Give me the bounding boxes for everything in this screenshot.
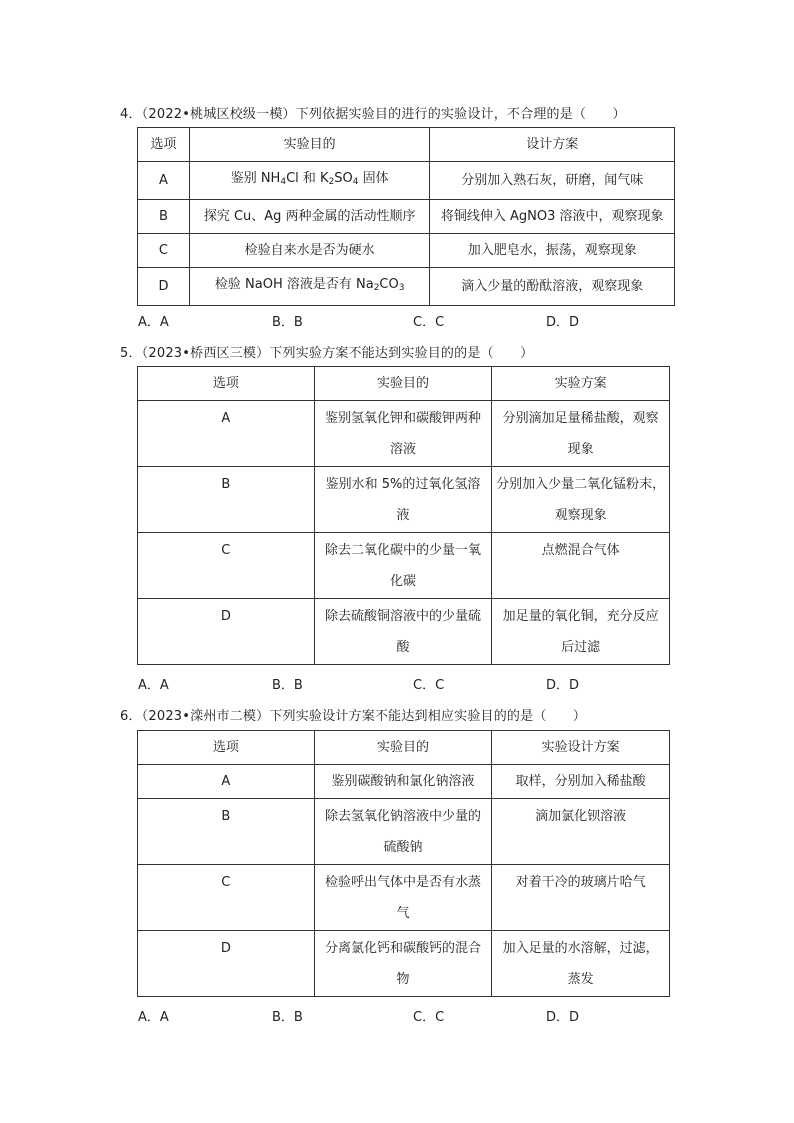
aim-cell: 检验 NaOH 溶液是否有 $Na_2CO_3$	[189, 268, 430, 306]
table-row	[138, 162, 675, 200]
choice-d[interactable]: D．D	[546, 678, 580, 693]
option-cell: B	[138, 799, 315, 865]
plan-cell: 分别滴加足量稀盐酸，观察 现象	[492, 401, 670, 467]
aim-cell: 鉴别碳酸钠和氯化钠溶液	[314, 765, 492, 799]
aim-cell: 鉴别氢氧化钾和碳酸钾两种 溶液	[314, 401, 492, 467]
question-4-table	[137, 127, 675, 306]
aim-cell: 除去二氧化碳中的少量一氧 化碳	[314, 533, 492, 599]
plan-cell: 点燃混合气体	[492, 533, 670, 599]
question-6-title: 6．（2023•滦州市二模）下列实验设计方案不能达到相应实验目的的是（ ）	[120, 709, 587, 724]
option-cell: D	[138, 599, 315, 665]
table-header-row	[138, 367, 670, 401]
option-cell: A	[138, 401, 315, 467]
header-option: 选项	[138, 731, 315, 765]
aim-cell: 探究 Cu、Ag 两种金属的活动性顺序	[189, 200, 430, 234]
choice-b[interactable]: B．B	[272, 315, 303, 330]
choice-a[interactable]: A．A	[138, 678, 169, 693]
table-row	[138, 799, 670, 865]
option-cell: D	[138, 931, 315, 997]
aim-cell: 除去硫酸铜溶液中的少量硫 酸	[314, 599, 492, 665]
option-cell: A	[138, 162, 190, 200]
aim-cell: 检验自来水是否为硬水	[189, 234, 430, 268]
option-cell: D	[138, 268, 190, 306]
option-cell: B	[138, 200, 190, 234]
table-row	[138, 200, 675, 234]
plan-cell: 加入足量的水溶解，过滤， 蒸发	[492, 931, 670, 997]
header-aim: 实验目的	[314, 731, 492, 765]
table-header-row	[138, 731, 670, 765]
aim-cell: 鉴别水和 5%的过氧化氢溶 液	[314, 467, 492, 533]
aim-cell: 除去氢氧化钠溶液中少量的 硫酸钠	[314, 799, 492, 865]
choice-c[interactable]: C．C	[413, 315, 445, 330]
header-aim: 实验目的	[314, 367, 492, 401]
header-option: 选项	[138, 367, 315, 401]
plan-cell: 加入肥皂水，振荡，观察现象	[430, 234, 675, 268]
question-5-title: 5．（2023•桥西区三模）下列实验方案不能达到实验目的的是（ ）	[120, 346, 534, 361]
plan-cell: 滴入少量的酚酞溶液，观察现象	[430, 268, 675, 306]
option-cell: A	[138, 765, 315, 799]
header-aim: 实验目的	[189, 128, 430, 162]
table-header-row	[138, 128, 675, 162]
table-row	[138, 268, 675, 306]
table-row	[138, 234, 675, 268]
table-row	[138, 599, 670, 665]
header-plan: 设计方案	[430, 128, 675, 162]
plan-cell: 将铜线伸入 AgNO3 溶液中，观察现象	[430, 200, 675, 234]
choice-c[interactable]: C．C	[413, 1010, 445, 1025]
header-plan: 实验方案	[492, 367, 670, 401]
option-cell: C	[138, 234, 190, 268]
header-option: 选项	[138, 128, 190, 162]
plan-cell: 对着干冷的玻璃片哈气	[492, 865, 670, 931]
aim-cell: 鉴别 $NH_4Cl$ 和 $K_2SO_4$ 固体	[189, 162, 430, 200]
aim-cell: 分离氯化钙和碳酸钙的混合 物	[314, 931, 492, 997]
choice-c[interactable]: C．C	[413, 678, 445, 693]
choice-a[interactable]: A．A	[138, 315, 169, 330]
aim-cell: 检验呼出气体中是否有水蒸 气	[314, 865, 492, 931]
question-4-title: 4．（2022•桃城区校级一模）下列依据实验目的进行的实验设计，不合理的是（ ）	[120, 107, 626, 122]
table-row	[138, 865, 670, 931]
choice-a[interactable]: A．A	[138, 1010, 169, 1025]
question-6-table	[137, 730, 670, 997]
table-row	[138, 533, 670, 599]
table-row	[138, 931, 670, 997]
header-plan: 实验设计方案	[492, 731, 670, 765]
table-row	[138, 467, 670, 533]
plan-cell: 加足量的氧化铜，充分反应 后过滤	[492, 599, 670, 665]
question-5-table	[137, 366, 670, 665]
plan-cell: 取样，分别加入稀盐酸	[492, 765, 670, 799]
plan-cell: 分别加入少量二氧化锰粉末， 观察现象	[492, 467, 670, 533]
plan-cell: 滴加氯化钡溶液	[492, 799, 670, 865]
option-cell: C	[138, 865, 315, 931]
choice-d[interactable]: D．D	[546, 315, 580, 330]
option-cell: B	[138, 467, 315, 533]
option-cell: C	[138, 533, 315, 599]
choice-b[interactable]: B．B	[272, 678, 303, 693]
table-row	[138, 401, 670, 467]
table-row	[138, 765, 670, 799]
plan-cell: 分别加入熟石灰，研磨，闻气味	[430, 162, 675, 200]
choice-b[interactable]: B．B	[272, 1010, 303, 1025]
choice-d[interactable]: D．D	[546, 1010, 580, 1025]
